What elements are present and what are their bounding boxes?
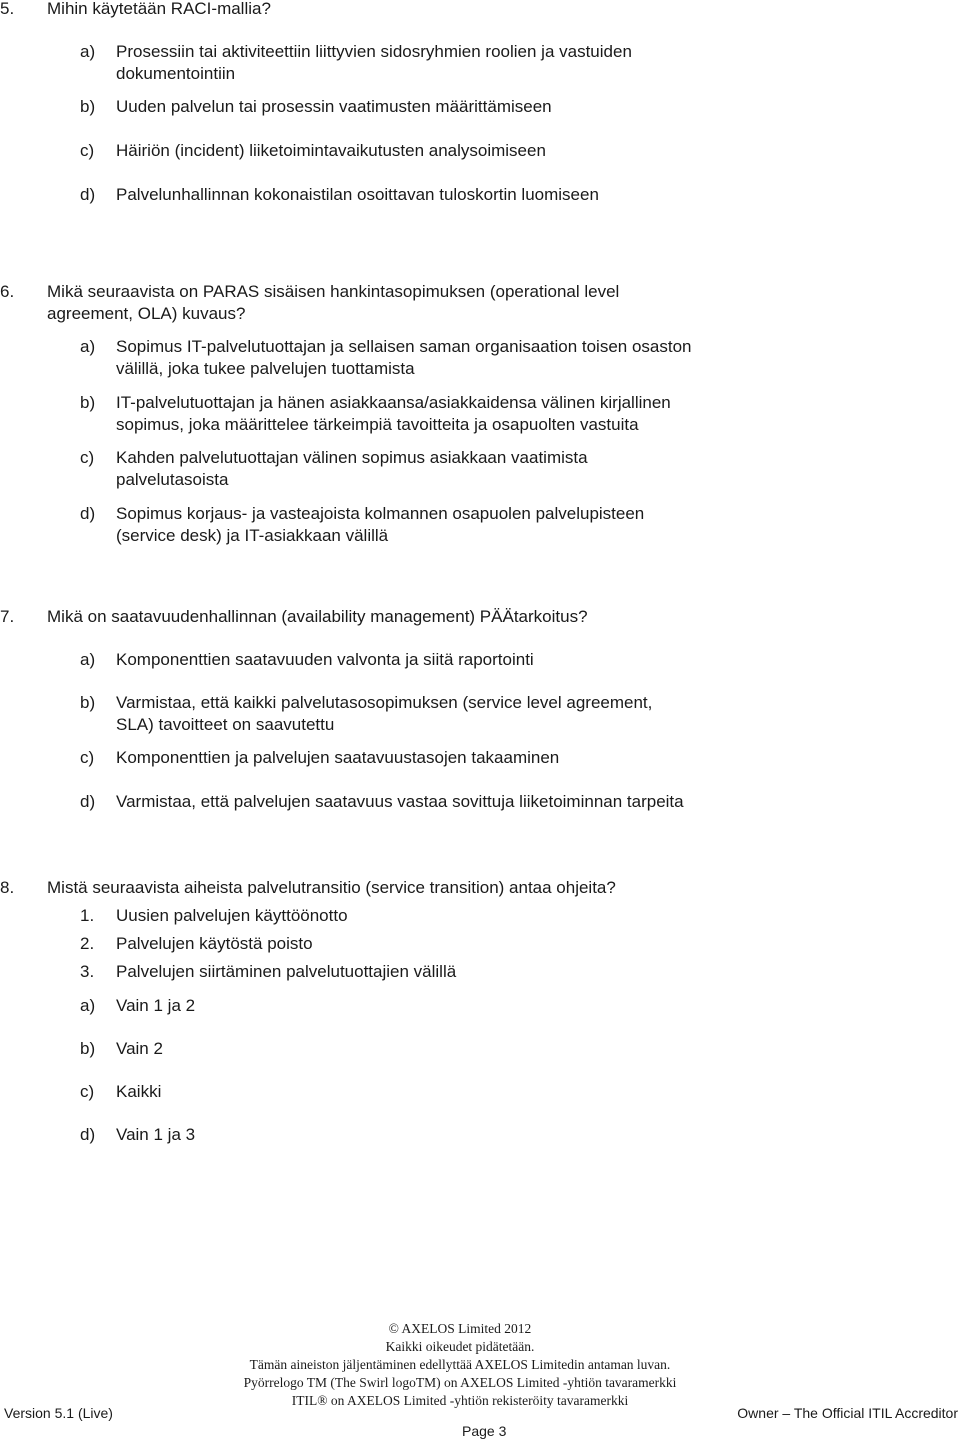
question-number: 6. — [0, 282, 15, 301]
option-letter: c) — [80, 748, 95, 767]
question-number: 8. — [0, 878, 15, 897]
option-a[interactable] — [0, 336, 960, 380]
option-letter: c) — [80, 141, 95, 160]
question-number: 5. — [0, 0, 15, 18]
statement-text: Uusien palvelujen käyttöönotto — [116, 906, 348, 925]
option-text: Komponenttien ja palvelujen saatavuustasojen takaaminen — [116, 748, 560, 767]
option-b[interactable] — [0, 1038, 960, 1060]
option-text: palvelutasoista — [116, 470, 229, 489]
option-text: Varmistaa, että kaikki palvelutasosopimuksen (service level agreement, — [116, 693, 653, 712]
option-text: Kaikki — [116, 1082, 162, 1101]
option-b[interactable] — [0, 96, 960, 118]
option-letter: d) — [80, 504, 96, 523]
option-a[interactable] — [0, 649, 960, 671]
option-letter: a) — [80, 42, 96, 61]
question-text: Mihin käytetään RACI-mallia? — [47, 0, 271, 18]
option-text: (service desk) ja IT-asiakkaan välillä — [116, 526, 389, 545]
option-letter: c) — [80, 448, 95, 467]
footer-rights: Kaikki oikeudet pidätetään. — [385, 1339, 535, 1354]
option-text: välillä, joka tukee palvelujen tuottamista — [116, 359, 415, 378]
option-text: sopimus, joka määrittelee tärkeimpiä tavoitteita ja osapuolten vastuita — [116, 415, 639, 434]
option-text: Sopimus IT-palvelutuottajan ja sellaisen saman organisaation toisen osaston — [116, 337, 692, 356]
option-b[interactable] — [0, 392, 960, 436]
option-text: Kahden palvelutuottajan välinen sopimus asiakkaan vaatimista — [116, 448, 588, 467]
option-text: Häiriön (incident) liiketoimintavaikutusten analysoimiseen — [116, 141, 546, 160]
option-letter: d) — [80, 792, 96, 811]
option-text: Sopimus korjaus- ja vasteajoista kolmannen osapuolen palvelupisteen — [116, 504, 645, 523]
statement-number: 3. — [80, 962, 95, 981]
question-text: agreement, OLA) kuvaus? — [47, 304, 246, 323]
page-number: Page 3 — [462, 1423, 507, 1439]
option-letter: a) — [80, 337, 96, 356]
option-text: Vain 1 ja 3 — [116, 1125, 196, 1144]
question-5-stem — [0, 0, 960, 20]
option-text: Vain 1 ja 2 — [116, 996, 196, 1015]
option-d[interactable] — [0, 1124, 960, 1146]
statement-2 — [0, 933, 960, 955]
option-letter: c) — [80, 1082, 95, 1101]
option-a[interactable] — [0, 995, 960, 1017]
footer-copyright: © AXELOS Limited 2012 — [388, 1321, 532, 1336]
statement-text: Palvelujen siirtäminen palvelutuottajien välillä — [116, 962, 457, 981]
option-letter: d) — [80, 1125, 96, 1144]
option-d[interactable] — [0, 184, 960, 206]
option-text: Varmistaa, että palvelujen saatavuus vastaa sovittuja liiketoiminnan tarpeita — [116, 792, 684, 811]
option-letter: b) — [80, 97, 96, 116]
question-8-stem — [0, 877, 960, 899]
option-text: IT-palvelutuottajan ja hänen asiakkaansa/asiakkaidensa välinen kirjallinen — [116, 393, 671, 412]
footer-itil-trademark: ITIL® on AXELOS Limited -yhtiön rekisteröity tavaramerkki — [291, 1393, 629, 1408]
option-text: Uuden palvelun tai prosessin vaatimusten määrittämiseen — [116, 97, 552, 116]
question-text: Mikä on saatavuudenhallinnan (availability management) PÄÄtarkoitus? — [47, 607, 588, 626]
option-text: Vain 2 — [116, 1039, 163, 1058]
option-a[interactable] — [0, 41, 960, 85]
option-c[interactable] — [0, 140, 960, 162]
option-text: Komponenttien saatavuuden valvonta ja siitä raportointi — [116, 650, 534, 669]
option-c[interactable] — [0, 747, 960, 769]
option-text: SLA) tavoitteet on saavutettu — [116, 715, 335, 734]
option-c[interactable] — [0, 1081, 960, 1103]
statement-number: 1. — [80, 906, 95, 925]
option-letter: b) — [80, 693, 96, 712]
option-text: Palvelunhallinnan kokonaistilan osoittavan tuloskortin luomiseen — [116, 185, 599, 204]
option-letter: b) — [80, 393, 96, 412]
option-letter: b) — [80, 1039, 96, 1058]
statement-number: 2. — [80, 934, 95, 953]
statement-1 — [0, 905, 960, 927]
option-text: dokumentointiin — [116, 64, 236, 83]
option-d[interactable] — [0, 791, 960, 813]
question-number: 7. — [0, 607, 15, 626]
question-text: Mikä seuraavista on PARAS sisäisen hankintasopimuksen (operational level — [47, 282, 620, 301]
footer-swirl-trademark: Pyörrelogo TM (The Swirl logoTM) on AXELOS Limited -yhtiön tavaramerkki — [243, 1375, 677, 1390]
question-6-stem — [0, 281, 960, 325]
statement-3 — [0, 961, 960, 983]
option-letter: d) — [80, 185, 96, 204]
footer-owner: Owner – The Official ITIL Accreditor — [737, 1405, 958, 1421]
footer-version: Version 5.1 (Live) — [4, 1405, 113, 1421]
option-letter: a) — [80, 996, 96, 1015]
option-d[interactable] — [0, 503, 960, 547]
footer-reproduction: Tämän aineiston jäljentäminen edellyttää AXELOS Limitedin antaman luvan. — [249, 1357, 671, 1372]
question-7-stem — [0, 606, 960, 628]
statement-text: Palvelujen käytöstä poisto — [116, 934, 313, 953]
option-text: Prosessiin tai aktiviteettiin liittyvien sidosryhmien roolien ja vastuiden — [116, 42, 632, 61]
option-c[interactable] — [0, 447, 960, 491]
option-letter: a) — [80, 650, 96, 669]
question-text: Mistä seuraavista aiheista palvelutransitio (service transition) antaa ohjeita? — [47, 878, 616, 897]
option-b[interactable] — [0, 692, 960, 736]
